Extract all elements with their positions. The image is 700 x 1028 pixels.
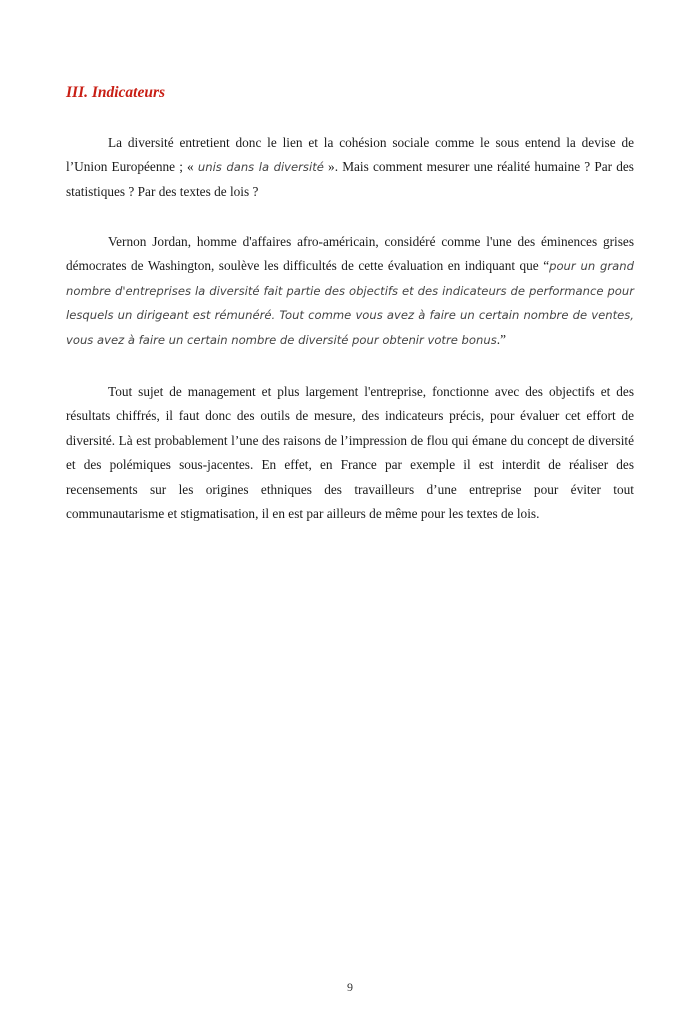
paragraph-management-measurement: Tout sujet de management et plus largement l'entreprise, fonctionne avec des objectifs et des résultats chiffrés, il faut donc des outils de mesure, des indicateurs précis, pour évaluer cet effort de diversité. Là est probablement l’une des raisons de l’impression de flou qui émane du concept de diversité et des polémiques sous-jacentes. En effet, en France par exemple il est interdit de réaliser des recensements sur les origines ethniques des travailleurs d’une entreprise pour éviter tout communautarisme et stigmatisation, il en est par ailleurs de même pour les textes de lois.: [66, 384, 634, 522]
paragraph-diversity-cohesion: [66, 131, 634, 204]
paragraph-vernon-jordan: [66, 230, 634, 352]
paragraph-text: Vernon Jordan, homme d'affaires afro-américain, considéré comme l'une des éminences grises démocrates de Washington, soulève les difficultés de cette évaluation en indiquant que “: [66, 234, 634, 274]
page-number: 9: [347, 980, 353, 994]
section-heading: III. Indicateurs: [66, 84, 166, 101]
jordan-quote: pour un grand nombre d'entreprises la diversité fait partie des objectifs et des indicateurs de performance pour lesquels un dirigeant est rémunéré. Tout comme vous avez à faire un certain nombre de ventes, vous avez à faire un certain nombre de diversité pour obtenir votre bonus: [66, 259, 634, 347]
motto-quote: unis dans la diversité: [197, 160, 324, 175]
paragraph-text: ». Mais comment mesurer une réalité humaine ? Par des statistiques ? Par des textes de lois ?: [66, 159, 634, 199]
paragraph-text: .”: [496, 331, 506, 347]
paragraph-text: La diversité entretient donc le lien et la cohésion sociale comme le sous entend la devise de l’Union Européenne ; «: [66, 135, 634, 175]
